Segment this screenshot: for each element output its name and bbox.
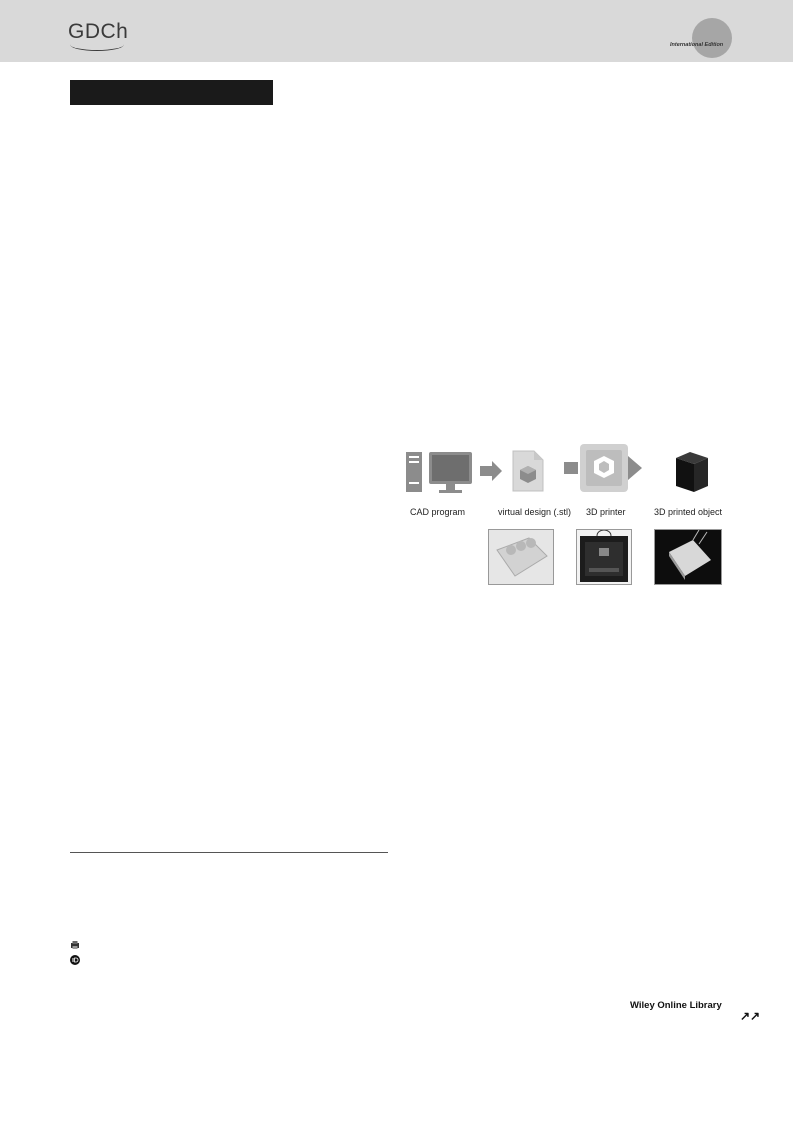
printed-object-photo [654,529,722,585]
printer-photo [576,529,632,585]
workflow-figure [400,440,730,590]
step-label-stl: virtual design (.stl) [498,507,572,517]
stl-file-icon [512,450,544,492]
printer-small-icon [70,940,80,950]
computer-icon [405,450,473,494]
double-arrow-icon: ↗↗ [740,1009,761,1023]
orcid-id-icon [70,955,80,965]
arrow-icon [480,460,502,482]
footnote-divider [70,852,388,853]
gdch-logo-arc [70,38,124,51]
edition-circle-icon [692,18,732,58]
gdch-logo: GDCh [68,20,129,43]
section-title-bar [70,80,273,105]
wiley-online-library-label[interactable]: Wiley Online Library [630,1000,722,1011]
step-label-printer: 3D printer [586,507,626,517]
3d-printer-icon [564,440,644,496]
stl-design-photo [488,529,554,585]
step-label-cad: CAD program [410,507,466,517]
step-label-object: 3D printed object [654,507,723,517]
edition-label: International Edition [670,42,724,48]
printed-cube-icon [668,450,712,494]
